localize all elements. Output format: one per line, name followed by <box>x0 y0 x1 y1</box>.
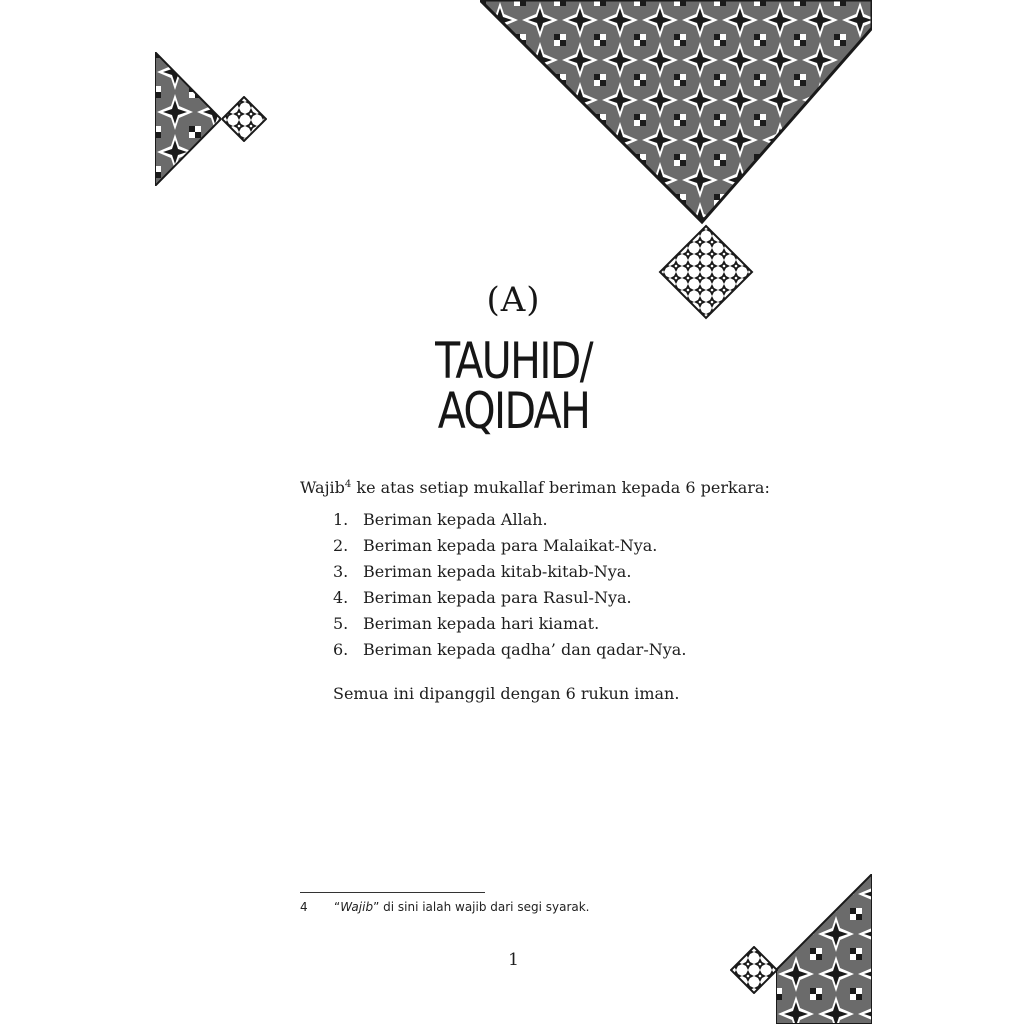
list-item-text: Beriman kepada qadha’ dan qadar-Nya. <box>363 640 687 659</box>
section-label: (A) <box>486 280 541 320</box>
page-number: 1 <box>508 950 519 970</box>
intro-paragraph <box>300 478 770 497</box>
intro-text-before: Wajib <box>300 478 345 497</box>
closing-sentence: Semua ini dipanggil dengan 6 rukun iman. <box>333 684 680 703</box>
list-item-number: 4. <box>333 588 349 607</box>
geometric-ornament-top-right <box>480 0 872 225</box>
footnote-term: Wajib <box>340 900 374 914</box>
list-item <box>333 535 686 561</box>
list-item <box>333 561 686 587</box>
geometric-ornament-bottom-right <box>776 874 872 1024</box>
list-item <box>333 613 686 639</box>
footnote-number: 4 <box>300 900 308 914</box>
footnote-reference[interactable]: 4 <box>344 479 352 490</box>
list-item-text: Beriman kepada hari kiamat. <box>363 614 600 633</box>
footnote-divider <box>300 892 485 893</box>
footnote <box>300 900 590 914</box>
list-item-text: Beriman kepada kitab-kitab-Nya. <box>363 562 632 581</box>
list-item-number: 6. <box>333 640 349 659</box>
list-item-number: 3. <box>333 562 349 581</box>
list-item-number: 1. <box>333 510 349 529</box>
chapter-title-line-1: TAUHID/ <box>435 332 592 390</box>
footnote-rest: ” di sini ialah wajib dari segi syarak. <box>373 900 590 914</box>
intro-text-after: ke atas setiap mukallaf beriman kepada 6 perkara: <box>351 478 770 497</box>
footnote-text <box>334 900 590 914</box>
list-item <box>333 587 686 613</box>
list-item <box>333 639 686 665</box>
list-item <box>333 509 686 535</box>
list-item-text: Beriman kepada para Malaikat-Nya. <box>363 536 658 555</box>
chapter-title-line-2: AQIDAH <box>437 382 590 440</box>
pillars-of-faith-list <box>333 509 686 665</box>
list-item-number: 5. <box>333 614 349 633</box>
book-page <box>155 0 872 1024</box>
footnote-open-quote: “ <box>334 900 341 914</box>
list-item-number: 2. <box>333 536 349 555</box>
list-item-text: Beriman kepada Allah. <box>363 510 548 529</box>
list-item-text: Beriman kepada para Rasul-Nya. <box>363 588 632 607</box>
chapter-title <box>220 332 808 440</box>
diamond-ornament-left <box>221 96 267 142</box>
geometric-ornament-left <box>155 52 221 186</box>
